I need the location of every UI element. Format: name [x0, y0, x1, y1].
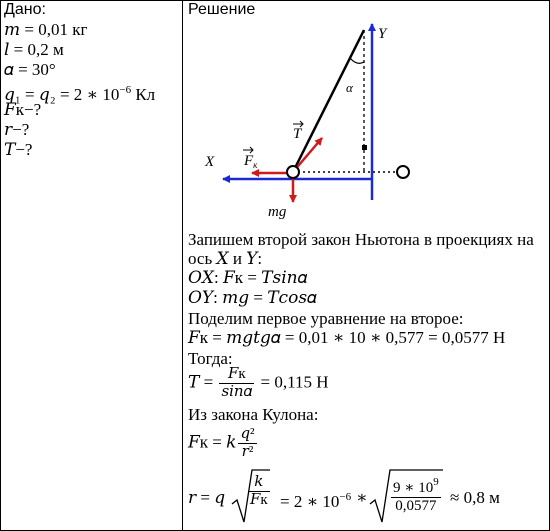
- gravity-label: mg: [268, 204, 287, 220]
- solution-line-coulomb: Из закона Кулона:: [188, 405, 319, 424]
- equation-tension: 𝑇 = $\frac{\text{𝐹к}}{\text{𝑠𝑖𝑛𝛼}}$ = 0,115 Н: [188, 366, 329, 400]
- equation-ox: 𝑂𝑋: 𝐹к = 𝑇𝑠𝑖𝑛𝛼: [188, 268, 308, 287]
- tension-label: T: [293, 126, 302, 142]
- find-distance: 𝑟−?: [4, 120, 30, 139]
- find-force: 𝐹к−?: [4, 100, 42, 119]
- solution-line-intro: Запишем второй закон Ньютона в проекциях на: [188, 230, 534, 249]
- charge-left: [287, 166, 299, 178]
- given-mass: 𝑚 = 0,01 кг: [4, 20, 88, 39]
- given-header: Дано:: [4, 1, 46, 18]
- given-length: 𝑙 = 0,2 м: [4, 40, 64, 59]
- right-angle-mark: [362, 145, 367, 150]
- solution-line-axes: ось 𝑋 и 𝑌:: [188, 249, 263, 268]
- y-axis-label: Y: [378, 26, 387, 42]
- thread: [293, 30, 364, 172]
- solution-line-divide: Поделим первое уравнение на второе:: [188, 309, 464, 328]
- given-angle: 𝛼 = 30°: [4, 60, 56, 79]
- angle-label: α: [346, 80, 353, 95]
- x-axis-label: X: [205, 154, 215, 170]
- solution-line-then: Тогда:: [188, 349, 233, 368]
- force-label: $F_к$: [244, 153, 258, 170]
- charge-right: [397, 166, 409, 178]
- solution-title: Решение: [188, 1, 256, 18]
- equation-force: 𝐹к = 𝑚𝑔𝑡𝑔𝛼 = 0,01 ∗ 10 ∗ 0,577 = 0,0577 Н: [188, 328, 506, 347]
- equation-coulomb: 𝐹к = 𝑘 $\frac{\text{𝑞²}}{\text{𝑟²}}$: [188, 426, 255, 460]
- given-charges: 𝑞₁ = 𝑞₂ = 2 ∗ $10^{-6}$ Кл: [4, 84, 156, 104]
- find-tension: 𝑇−?: [4, 140, 33, 159]
- angle-arc: [350, 58, 364, 63]
- force-diagram: [0, 0, 550, 240]
- equation-oy: 𝑂𝑌: 𝑚𝑔 = 𝑇𝑐𝑜𝑠𝛼: [188, 288, 317, 307]
